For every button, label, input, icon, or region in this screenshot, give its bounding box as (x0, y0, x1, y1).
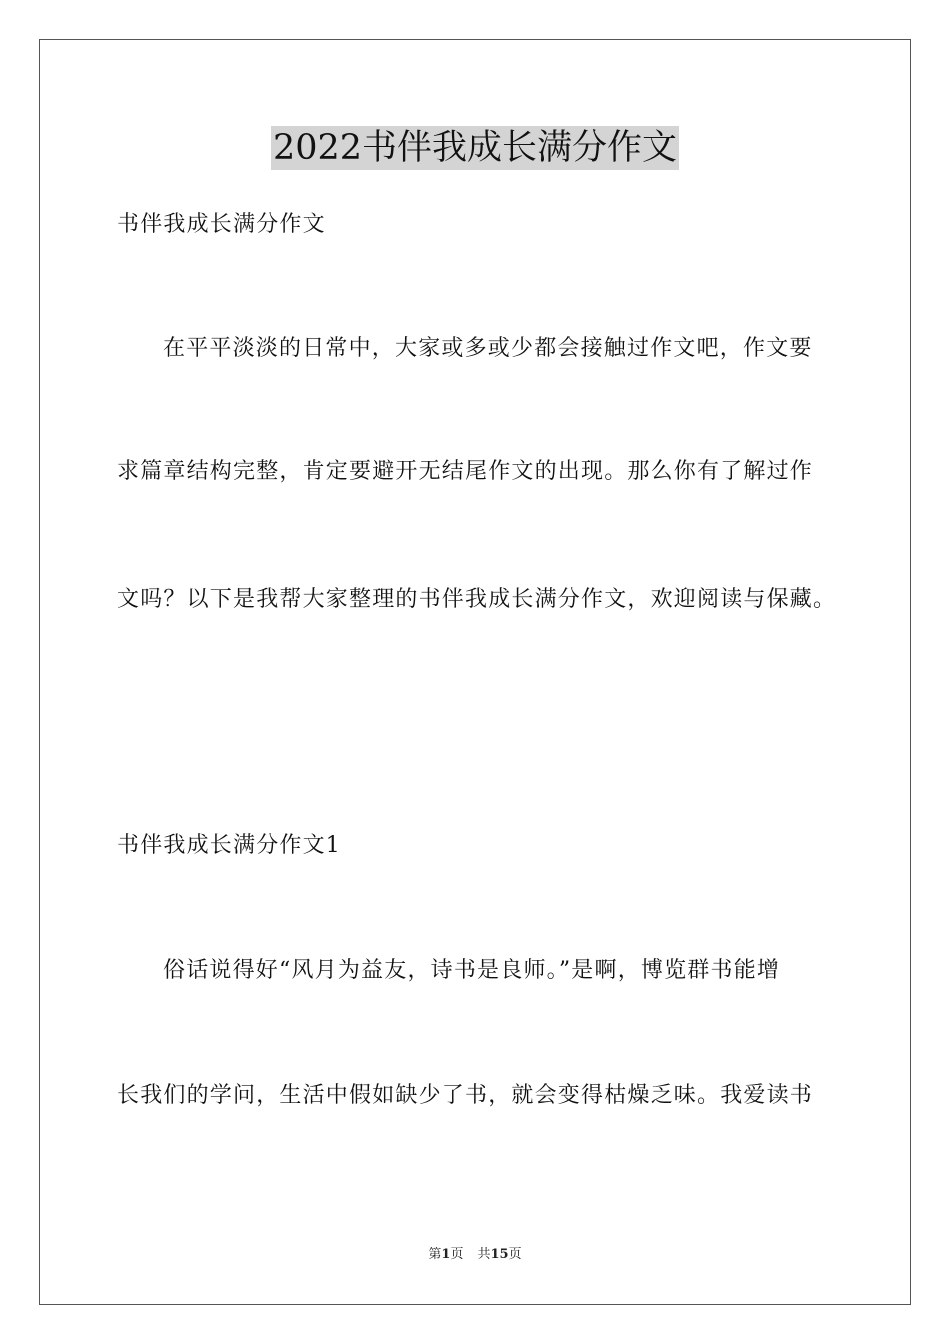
footer-total-pages: 15 (490, 1247, 509, 1262)
intro-line-2: 求篇章结构完整，肯定要避开无结尾作文的出现。那么你有了解过作 (117, 459, 814, 484)
body-line-1: 俗话说得好“风月为益友，诗书是良师。”是啊，博览群书能增 (163, 958, 781, 983)
intro-line-3: 文吗？以下是我帮大家整理的书伴我成长满分作文，欢迎阅读与保藏。 (117, 587, 837, 612)
footer-total-suffix: 页 (508, 1247, 522, 1262)
document-title: 2022书伴我成长满分作文 (272, 128, 678, 168)
title-container (0, 126, 950, 170)
footer-page-prefix: 第 (428, 1247, 442, 1262)
body-line-2: 长我们的学问，生活中假如缺少了书，就会变得枯燥乏味。我爱读书 (117, 1083, 814, 1108)
footer-page-suffix: 页 (450, 1247, 464, 1262)
section-heading: 书伴我成长满分作文1 (117, 833, 341, 858)
footer-total-prefix: 共 (477, 1247, 491, 1262)
footer-page-number: 1 (441, 1247, 451, 1262)
page-footer (0, 1246, 950, 1264)
intro-line-1: 在平平淡淡的日常中，大家或多或少都会接触过作文吧，作文要 (163, 336, 813, 361)
subtitle: 书伴我成长满分作文 (117, 212, 326, 237)
